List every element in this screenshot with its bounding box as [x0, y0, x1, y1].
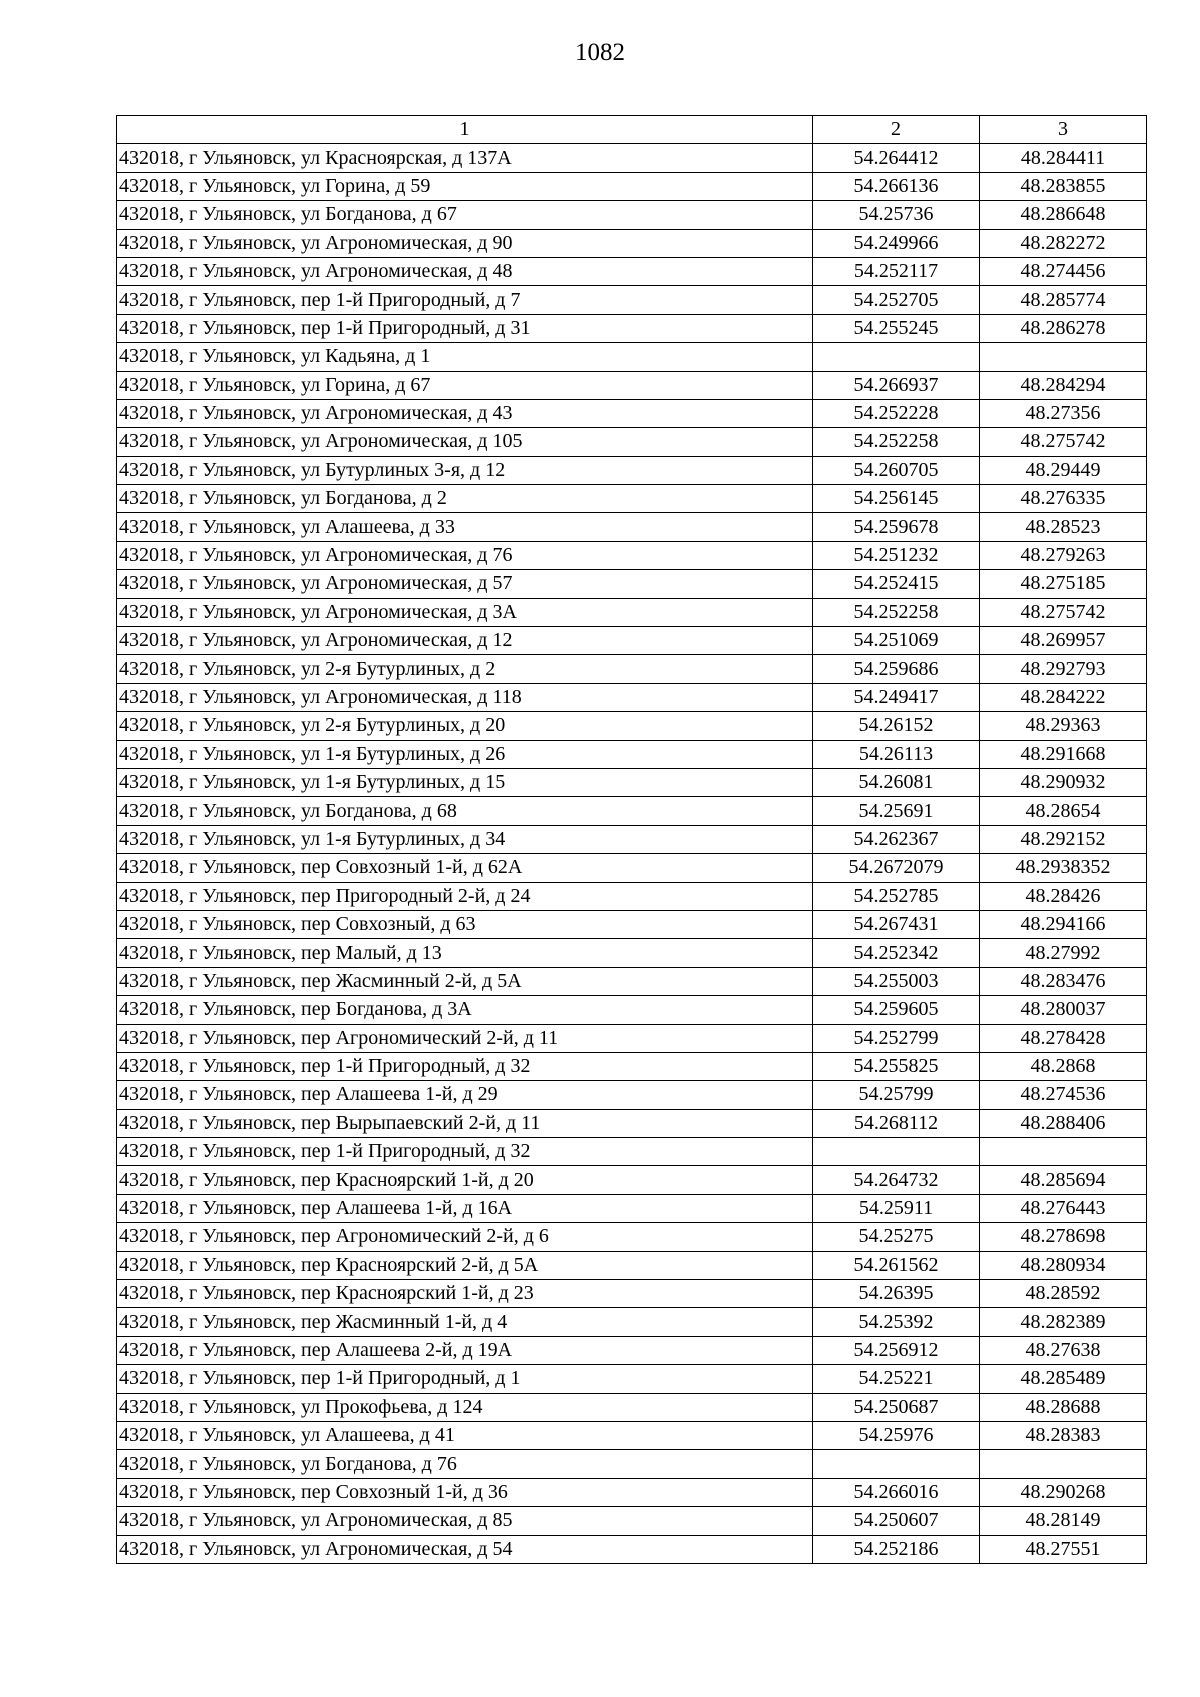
- longitude-cell: [980, 343, 1147, 371]
- table-row: [117, 1365, 1147, 1393]
- latitude-cell: [813, 343, 980, 371]
- address-cell: 432018, г Ульяновск, пер 1-й Пригородный, д 32: [117, 1138, 813, 1166]
- latitude-cell: 54.26081: [813, 768, 980, 796]
- longitude-cell: 48.282389: [980, 1308, 1147, 1336]
- table-row: [117, 1024, 1147, 1052]
- latitude-cell: 54.26395: [813, 1280, 980, 1308]
- latitude-cell: 54.252342: [813, 939, 980, 967]
- table-row: [117, 1507, 1147, 1535]
- longitude-cell: 48.275185: [980, 570, 1147, 598]
- latitude-cell: 54.25221: [813, 1365, 980, 1393]
- column-header-1: 1: [117, 116, 813, 144]
- table-row: [117, 371, 1147, 399]
- address-cell: 432018, г Ульяновск, пер 1-й Пригородный, д 7: [117, 286, 813, 314]
- address-cell: 432018, г Ульяновск, ул Агрономическая, д 54: [117, 1535, 813, 1563]
- table-row: [117, 1421, 1147, 1449]
- longitude-cell: 48.279263: [980, 541, 1147, 569]
- latitude-cell: 54.25275: [813, 1223, 980, 1251]
- address-cell: 432018, г Ульяновск, ул Горина, д 59: [117, 172, 813, 200]
- latitude-cell: 54.259678: [813, 513, 980, 541]
- address-cell: 432018, г Ульяновск, пер Алашеева 1-й, д 29: [117, 1081, 813, 1109]
- latitude-cell: 54.26113: [813, 740, 980, 768]
- table-row: [117, 967, 1147, 995]
- latitude-cell: 54.249966: [813, 229, 980, 257]
- latitude-cell: 54.250687: [813, 1393, 980, 1421]
- longitude-cell: 48.280934: [980, 1251, 1147, 1279]
- address-cell: 432018, г Ульяновск, пер Вырыпаевский 2-й, д 11: [117, 1109, 813, 1137]
- table-row: [117, 1251, 1147, 1279]
- table-row: [117, 314, 1147, 342]
- longitude-cell: 48.286648: [980, 201, 1147, 229]
- table-row: [117, 1109, 1147, 1137]
- address-cell: 432018, г Ульяновск, пер Совхозный 1-й, д 36: [117, 1478, 813, 1506]
- latitude-cell: 54.252228: [813, 399, 980, 427]
- table-row: [117, 1194, 1147, 1222]
- latitude-cell: 54.267431: [813, 910, 980, 938]
- latitude-cell: 54.25691: [813, 797, 980, 825]
- latitude-cell: 54.252258: [813, 428, 980, 456]
- address-cell: 432018, г Ульяновск, ул Агрономическая, д 48: [117, 257, 813, 285]
- table-row: [117, 655, 1147, 683]
- longitude-cell: 48.292793: [980, 655, 1147, 683]
- table-row: [117, 286, 1147, 314]
- table-header-row: [117, 116, 1147, 144]
- table-row: [117, 1052, 1147, 1080]
- address-cell: 432018, г Ульяновск, ул Богданова, д 67: [117, 201, 813, 229]
- address-cell: 432018, г Ульяновск, ул Кадьяна, д 1: [117, 343, 813, 371]
- table-row: [117, 1478, 1147, 1506]
- table-row: [117, 683, 1147, 711]
- table-row: [117, 513, 1147, 541]
- address-cell: 432018, г Ульяновск, ул Богданова, д 2: [117, 485, 813, 513]
- latitude-cell: 54.264412: [813, 144, 980, 172]
- address-cell: 432018, г Ульяновск, пер Жасминный 2-й, д 5А: [117, 967, 813, 995]
- address-cell: 432018, г Ульяновск, ул Горина, д 67: [117, 371, 813, 399]
- longitude-cell: 48.294166: [980, 910, 1147, 938]
- longitude-cell: 48.283476: [980, 967, 1147, 995]
- table-row: [117, 910, 1147, 938]
- table-row: [117, 541, 1147, 569]
- address-cell: 432018, г Ульяновск, ул 2-я Бутурлиных, д 20: [117, 712, 813, 740]
- address-cell: 432018, г Ульяновск, ул Агрономическая, д 12: [117, 627, 813, 655]
- address-cell: 432018, г Ульяновск, пер Красноярский 1-й, д 23: [117, 1280, 813, 1308]
- longitude-cell: 48.292152: [980, 825, 1147, 853]
- latitude-cell: 54.266016: [813, 1478, 980, 1506]
- table-row: [117, 1280, 1147, 1308]
- latitude-cell: [813, 1450, 980, 1478]
- longitude-cell: 48.29363: [980, 712, 1147, 740]
- table-row: [117, 144, 1147, 172]
- longitude-cell: 48.28383: [980, 1421, 1147, 1449]
- latitude-cell: 54.268112: [813, 1109, 980, 1137]
- longitude-cell: 48.274456: [980, 257, 1147, 285]
- address-cell: 432018, г Ульяновск, пер Богданова, д 3А: [117, 996, 813, 1024]
- table-row: [117, 399, 1147, 427]
- address-cell: 432018, г Ульяновск, пер Агрономический 2-й, д 11: [117, 1024, 813, 1052]
- longitude-cell: 48.28654: [980, 797, 1147, 825]
- table-row: [117, 768, 1147, 796]
- latitude-cell: 54.266937: [813, 371, 980, 399]
- longitude-cell: 48.27638: [980, 1336, 1147, 1364]
- table-row: [117, 456, 1147, 484]
- longitude-cell: 48.284294: [980, 371, 1147, 399]
- address-cell: 432018, г Ульяновск, ул Агрономическая, д 3А: [117, 598, 813, 626]
- latitude-cell: 54.26152: [813, 712, 980, 740]
- latitude-cell: 54.262367: [813, 825, 980, 853]
- longitude-cell: 48.284411: [980, 144, 1147, 172]
- address-cell: 432018, г Ульяновск, ул Агрономическая, д 90: [117, 229, 813, 257]
- longitude-cell: 48.288406: [980, 1109, 1147, 1137]
- longitude-cell: 48.27356: [980, 399, 1147, 427]
- table-row: [117, 428, 1147, 456]
- table-row: [117, 343, 1147, 371]
- table-row: [117, 1393, 1147, 1421]
- longitude-cell: 48.28149: [980, 1507, 1147, 1535]
- address-cell: 432018, г Ульяновск, пер Алашеева 2-й, д 19А: [117, 1336, 813, 1364]
- longitude-cell: 48.27992: [980, 939, 1147, 967]
- latitude-cell: 54.252415: [813, 570, 980, 598]
- latitude-cell: 54.25976: [813, 1421, 980, 1449]
- latitude-cell: 54.25392: [813, 1308, 980, 1336]
- address-cell: 432018, г Ульяновск, пер Красноярский 1-й, д 20: [117, 1166, 813, 1194]
- table-row: [117, 257, 1147, 285]
- address-cell: 432018, г Ульяновск, пер 1-й Пригородный, д 1: [117, 1365, 813, 1393]
- address-cell: 432018, г Ульяновск, пер Малый, д 13: [117, 939, 813, 967]
- latitude-cell: 54.252117: [813, 257, 980, 285]
- longitude-cell: 48.283855: [980, 172, 1147, 200]
- table-row: [117, 996, 1147, 1024]
- address-cell: 432018, г Ульяновск, пер Алашеева 1-й, д 16А: [117, 1194, 813, 1222]
- latitude-cell: 54.256912: [813, 1336, 980, 1364]
- longitude-cell: 48.2868: [980, 1052, 1147, 1080]
- address-cell: 432018, г Ульяновск, пер Жасминный 1-й, д 4: [117, 1308, 813, 1336]
- table-row: [117, 712, 1147, 740]
- table-row: [117, 485, 1147, 513]
- longitude-cell: 48.28523: [980, 513, 1147, 541]
- table-row: [117, 1308, 1147, 1336]
- latitude-cell: 54.252258: [813, 598, 980, 626]
- latitude-cell: 54.252186: [813, 1535, 980, 1563]
- address-cell: 432018, г Ульяновск, пер Совхозный 1-й, д 62А: [117, 854, 813, 882]
- longitude-cell: 48.28592: [980, 1280, 1147, 1308]
- address-coordinates-table: [116, 115, 1147, 1564]
- address-cell: 432018, г Ульяновск, ул 1-я Бутурлиных, д 15: [117, 768, 813, 796]
- longitude-cell: 48.286278: [980, 314, 1147, 342]
- latitude-cell: 54.255245: [813, 314, 980, 342]
- longitude-cell: 48.29449: [980, 456, 1147, 484]
- longitude-cell: 48.274536: [980, 1081, 1147, 1109]
- address-cell: 432018, г Ульяновск, ул Алашеева, д 41: [117, 1421, 813, 1449]
- longitude-cell: 48.276335: [980, 485, 1147, 513]
- latitude-cell: 54.256145: [813, 485, 980, 513]
- longitude-cell: [980, 1450, 1147, 1478]
- table-row: [117, 1336, 1147, 1364]
- latitude-cell: 54.255825: [813, 1052, 980, 1080]
- longitude-cell: 48.2938352: [980, 854, 1147, 882]
- page-number: 1082: [575, 39, 625, 66]
- address-cell: 432018, г Ульяновск, пер Пригородный 2-й, д 24: [117, 882, 813, 910]
- table-row: [117, 825, 1147, 853]
- latitude-cell: 54.2672079: [813, 854, 980, 882]
- table-row: [117, 939, 1147, 967]
- address-cell: 432018, г Ульяновск, ул Агрономическая, д 43: [117, 399, 813, 427]
- table-row: [117, 854, 1147, 882]
- table-row: [117, 229, 1147, 257]
- address-cell: 432018, г Ульяновск, ул Богданова, д 68: [117, 797, 813, 825]
- table-row: [117, 1450, 1147, 1478]
- longitude-cell: 48.290268: [980, 1478, 1147, 1506]
- address-cell: 432018, г Ульяновск, ул Агрономическая, д 85: [117, 1507, 813, 1535]
- latitude-cell: 54.249417: [813, 683, 980, 711]
- longitude-cell: [980, 1138, 1147, 1166]
- latitude-cell: 54.261562: [813, 1251, 980, 1279]
- longitude-cell: 48.290932: [980, 768, 1147, 796]
- latitude-cell: 54.25736: [813, 201, 980, 229]
- table-row: [117, 740, 1147, 768]
- address-cell: 432018, г Ульяновск, ул Богданова, д 76: [117, 1450, 813, 1478]
- address-cell: 432018, г Ульяновск, ул Агрономическая, д 118: [117, 683, 813, 711]
- address-cell: 432018, г Ульяновск, ул Агрономическая, д 57: [117, 570, 813, 598]
- latitude-cell: 54.25799: [813, 1081, 980, 1109]
- column-header-3: 3: [980, 116, 1147, 144]
- address-cell: 432018, г Ульяновск, ул Агрономическая, д 76: [117, 541, 813, 569]
- table-row: [117, 882, 1147, 910]
- column-header-2: 2: [813, 116, 980, 144]
- table-body: [117, 144, 1147, 1564]
- longitude-cell: 48.285694: [980, 1166, 1147, 1194]
- longitude-cell: 48.285489: [980, 1365, 1147, 1393]
- longitude-cell: 48.284222: [980, 683, 1147, 711]
- table-row: [117, 172, 1147, 200]
- longitude-cell: 48.275742: [980, 598, 1147, 626]
- table-row: [117, 1138, 1147, 1166]
- latitude-cell: [813, 1138, 980, 1166]
- longitude-cell: 48.28688: [980, 1393, 1147, 1421]
- table-row: [117, 1166, 1147, 1194]
- address-cell: 432018, г Ульяновск, ул 2-я Бутурлиных, д 2: [117, 655, 813, 683]
- table-row: [117, 201, 1147, 229]
- latitude-cell: 54.252799: [813, 1024, 980, 1052]
- longitude-cell: 48.285774: [980, 286, 1147, 314]
- latitude-cell: 54.251232: [813, 541, 980, 569]
- table-row: [117, 1223, 1147, 1251]
- latitude-cell: 54.252785: [813, 882, 980, 910]
- latitude-cell: 54.251069: [813, 627, 980, 655]
- longitude-cell: 48.278698: [980, 1223, 1147, 1251]
- address-cell: 432018, г Ульяновск, ул Прокофьева, д 124: [117, 1393, 813, 1421]
- address-cell: 432018, г Ульяновск, ул Агрономическая, д 105: [117, 428, 813, 456]
- latitude-cell: 54.259686: [813, 655, 980, 683]
- longitude-cell: 48.280037: [980, 996, 1147, 1024]
- latitude-cell: 54.264732: [813, 1166, 980, 1194]
- longitude-cell: 48.276443: [980, 1194, 1147, 1222]
- address-cell: 432018, г Ульяновск, пер 1-й Пригородный, д 31: [117, 314, 813, 342]
- address-cell: 432018, г Ульяновск, ул 1-я Бутурлиных, д 26: [117, 740, 813, 768]
- address-cell: 432018, г Ульяновск, пер Совхозный, д 63: [117, 910, 813, 938]
- address-cell: 432018, г Ульяновск, пер 1-й Пригородный, д 32: [117, 1052, 813, 1080]
- address-cell: 432018, г Ульяновск, пер Агрономический 2-й, д 6: [117, 1223, 813, 1251]
- longitude-cell: 48.282272: [980, 229, 1147, 257]
- longitude-cell: 48.278428: [980, 1024, 1147, 1052]
- longitude-cell: 48.291668: [980, 740, 1147, 768]
- longitude-cell: 48.269957: [980, 627, 1147, 655]
- latitude-cell: 54.260705: [813, 456, 980, 484]
- address-cell: 432018, г Ульяновск, ул 1-я Бутурлиных, д 34: [117, 825, 813, 853]
- table-row: [117, 598, 1147, 626]
- longitude-cell: 48.275742: [980, 428, 1147, 456]
- latitude-cell: 54.255003: [813, 967, 980, 995]
- latitude-cell: 54.252705: [813, 286, 980, 314]
- table-row: [117, 1535, 1147, 1563]
- latitude-cell: 54.266136: [813, 172, 980, 200]
- address-cell: 432018, г Ульяновск, ул Алашеева, д 33: [117, 513, 813, 541]
- address-cell: 432018, г Ульяновск, ул Красноярская, д 137А: [117, 144, 813, 172]
- longitude-cell: 48.27551: [980, 1535, 1147, 1563]
- latitude-cell: 54.250607: [813, 1507, 980, 1535]
- address-cell: 432018, г Ульяновск, ул Бутурлиных 3-я, д 12: [117, 456, 813, 484]
- latitude-cell: 54.259605: [813, 996, 980, 1024]
- address-cell: 432018, г Ульяновск, пер Красноярский 2-й, д 5А: [117, 1251, 813, 1279]
- table-row: [117, 570, 1147, 598]
- longitude-cell: 48.28426: [980, 882, 1147, 910]
- table-row: [117, 1081, 1147, 1109]
- latitude-cell: 54.25911: [813, 1194, 980, 1222]
- table-row: [117, 797, 1147, 825]
- table-row: [117, 627, 1147, 655]
